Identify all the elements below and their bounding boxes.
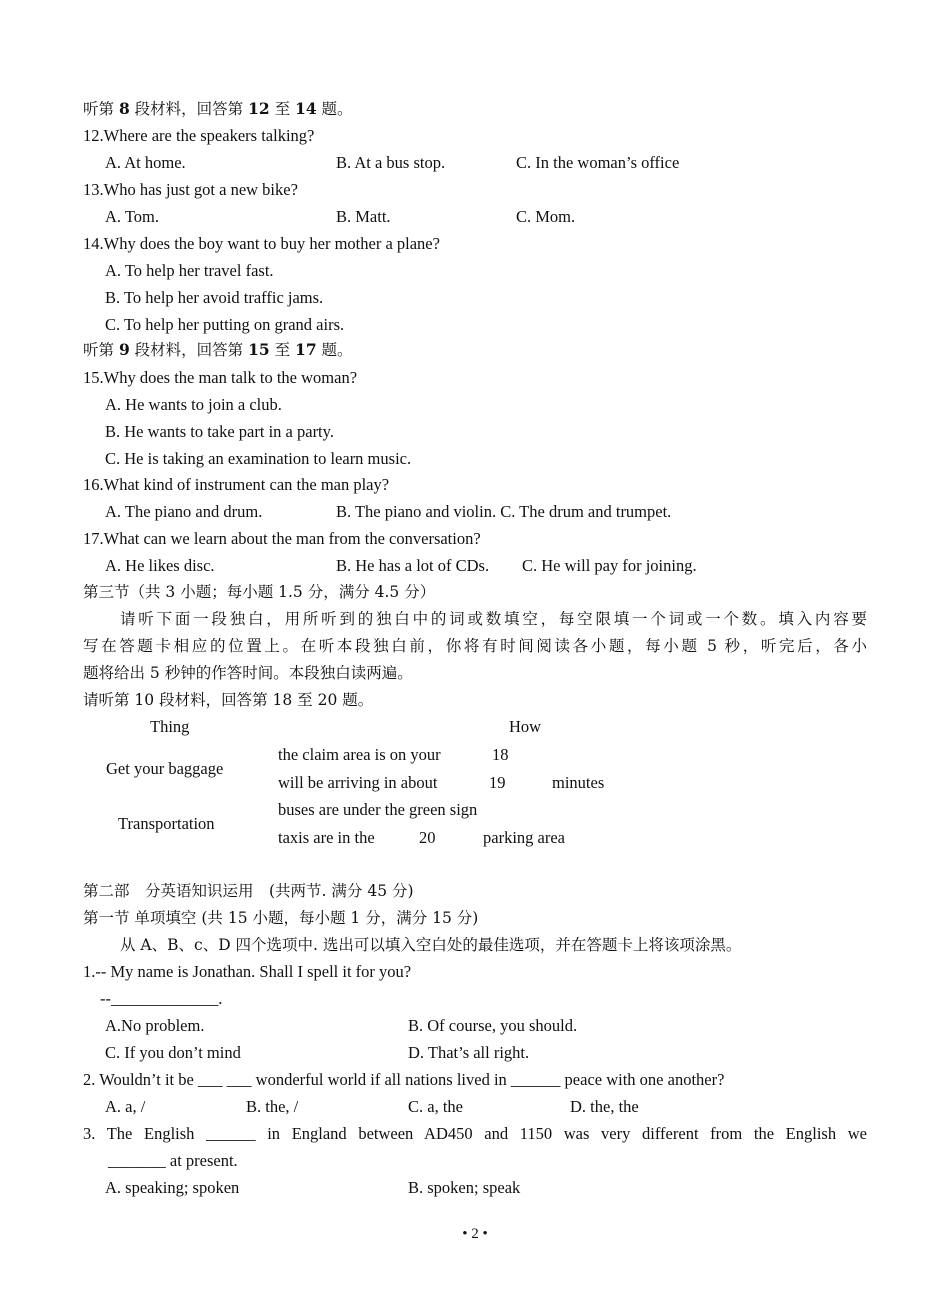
header-text: 段材料，回答第 (129, 100, 249, 118)
q15-option-c: C. He is taking an examination to learn music. (105, 449, 412, 468)
blank-19: 19 (489, 773, 506, 792)
section10-header: 请听第 10 段材料，回答第 18 至 20 题。 (83, 691, 374, 709)
question-17-stem: 17.What can we learn about the man from the conversation? (83, 529, 481, 548)
q13-option-a: A. Tom. (105, 207, 160, 226)
row2-line1-text: buses are under the green sign (278, 800, 478, 819)
part2-section1-title: 第一节 单项填空 (共 15 小题，每小题 1 分，满分 15 分) (83, 909, 479, 927)
header-text: 题。 (316, 100, 353, 118)
q12-option-c: C. In the woman’s office (516, 153, 680, 172)
q14-option-c: C. To help her putting on grand airs. (105, 315, 345, 334)
q15-option-a: A. He wants to join a club. (105, 395, 282, 414)
header-num: 12 (248, 99, 270, 118)
header-text: 听第 (83, 341, 119, 359)
row2-line2-tail: parking area (483, 828, 565, 847)
section8-header (83, 99, 353, 119)
section3-instruction-line2: 写在答题卡相应的位置上。在听本段独白前，你将有时间阅读各小题，每小题 5 秒，听完后，各小 (83, 637, 868, 655)
q12-option-a: A. At home. (105, 153, 186, 172)
section3-instruction-line3: 题将给出 5 秒钟的作答时间。本段独白读两遍。 (83, 664, 413, 682)
mc-question-3-stem-line1: 3. The English ______ in England between AD450 and 1150 was very different from the English we (83, 1124, 867, 1143)
mc2-option-a: A. a, / (105, 1097, 146, 1116)
q14-option-a: A. To help her travel fast. (105, 261, 274, 280)
q13-option-c: C. Mom. (516, 207, 576, 226)
q17-option-a: A. He likes disc. (105, 556, 215, 575)
mc3-option-a: A. speaking; spoken (105, 1178, 240, 1197)
section3-instruction-line1: 请听下面一段独白，用所听到的独白中的词或数填空，每空限填一个词或一个数。填入内容要 (120, 610, 867, 628)
mc1-option-c: C. If you don’t mind (105, 1043, 241, 1062)
header-num: 17 (295, 340, 317, 359)
mc-question-1-stem: 1.-- My name is Jonathan. Shall I spell it for you? (83, 962, 412, 981)
blank-18: 18 (492, 745, 509, 764)
header-text: 至 (269, 341, 296, 359)
mc-question-3-stem-line2: _______ at present. (108, 1151, 238, 1170)
mc-question-2-stem: 2. Wouldn’t it be ___ ___ wonderful world if all nations lived in ______ peace with one another? (83, 1070, 725, 1089)
page-number: • 2 • (462, 1226, 488, 1242)
section9-header (83, 340, 353, 360)
q16-option-bc: B. The piano and violin. C. The drum and trumpet. (336, 502, 672, 521)
mc2-option-d: D. the, the (570, 1097, 639, 1116)
header-num: 15 (248, 340, 270, 359)
row2-line2-text: taxis are in the (278, 828, 375, 847)
header-num: 8 (118, 99, 130, 118)
section3-title: 第三节（共 3 小题；每小题 1.5 分，满分 4.5 分） (83, 583, 436, 601)
row-label-transportation: Transportation (118, 814, 215, 833)
mc-question-1-reply: --_____________. (100, 989, 223, 1008)
part2-instruction: 从 A、B、c、D 四个选项中. 选出可以填入空白处的最佳选项，并在答题卡上将该项涂黑。 (120, 936, 742, 954)
header-text: 至 (269, 100, 296, 118)
mc1-option-a: A.No problem. (105, 1016, 205, 1035)
header-num: 9 (118, 340, 130, 359)
q16-option-a: A. The piano and drum. (105, 502, 263, 521)
q13-option-b: B. Matt. (336, 207, 391, 226)
q14-option-b: B. To help her avoid traffic jams. (105, 288, 324, 307)
q17-option-c: C. He will pay for joining. (522, 556, 697, 575)
row1-line1-text: the claim area is on your (278, 745, 441, 764)
row1-line2-text: will be arriving in about (278, 773, 438, 792)
row-label-baggage: Get your baggage (106, 759, 224, 778)
header-text: 段材料，回答第 (129, 341, 249, 359)
q12-option-b: B. At a bus stop. (336, 153, 446, 172)
mc2-option-b: B. the, / (246, 1097, 299, 1116)
question-15-stem: 15.Why does the man talk to the woman? (83, 368, 358, 387)
header-num: 14 (295, 99, 317, 118)
question-12-stem: 12.Where are the speakers talking? (83, 126, 315, 145)
question-13-stem: 13.Who has just got a new bike? (83, 180, 298, 199)
mc1-option-d: D. That’s all right. (408, 1043, 530, 1062)
table-header-how: How (509, 717, 542, 736)
part2-title: 第二部 分英语知识运用 (共两节. 满分 45 分) (83, 882, 414, 900)
header-text: 听第 (83, 100, 119, 118)
table-header-thing: Thing (150, 717, 190, 736)
q17-option-b: B. He has a lot of CDs. (336, 556, 490, 575)
mc2-option-c: C. a, the (408, 1097, 463, 1116)
mc1-option-b: B. Of course, you should. (408, 1016, 578, 1035)
q15-option-b: B. He wants to take part in a party. (105, 422, 334, 441)
row1-line2-tail: minutes (552, 773, 605, 792)
question-16-stem: 16.What kind of instrument can the man play? (83, 475, 390, 494)
blank-20: 20 (419, 828, 436, 847)
header-text: 题。 (316, 341, 353, 359)
question-14-stem: 14.Why does the boy want to buy her mother a plane? (83, 234, 440, 253)
mc3-option-b: B. spoken; speak (408, 1178, 521, 1197)
